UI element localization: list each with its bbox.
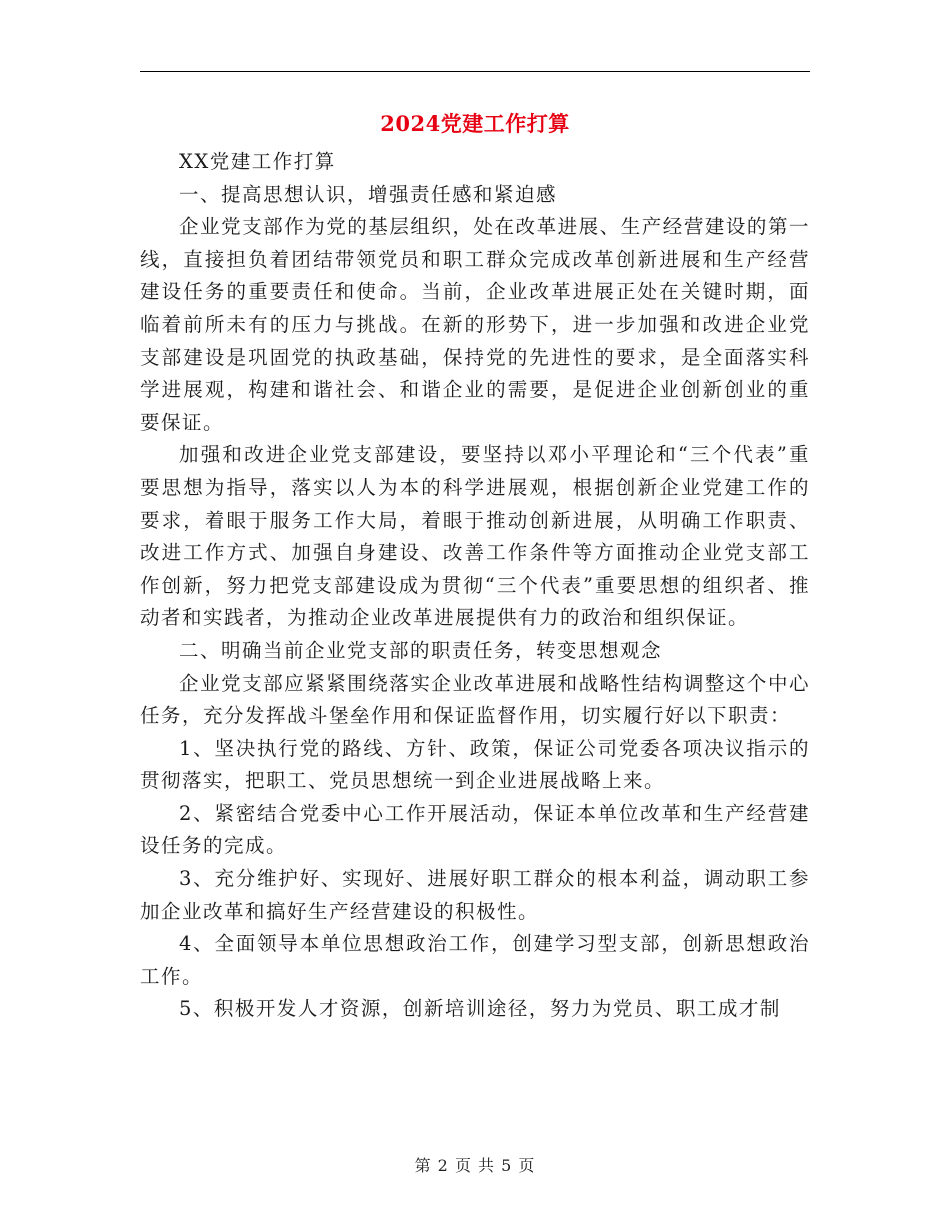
list-item: 1、坚决执行党的路线、方针、政策，保证公司党委各项决议指示的贯彻落实，把职工、党员思想统一到企业进展战略上来。	[140, 736, 810, 793]
subtitle: XX党建工作打算	[179, 150, 336, 173]
header-rule	[140, 71, 810, 72]
document-title: 2024党建工作打算	[380, 111, 570, 136]
list-item: 5、积极开发人才资源，创新培训途径，努力为党员、职工成才制	[179, 997, 781, 1021]
page-number: 第 2 页 共 5 页	[414, 1156, 536, 1175]
list-item: 3、充分维护好、实现好、进展好职工群众的根本利益，调动职工参加企业改革和搞好生产经营建设的积极性。	[140, 867, 810, 923]
section-heading-2: 二、明确当前企业党支部的职责任务，转变思想观念	[179, 638, 663, 662]
section-heading-1: 一、提高思想认识，增强责任感和紧迫感	[179, 182, 558, 206]
list-item: 4、全面领导本单位思想政治工作，创建学习型支部，创新思想政治工作。	[140, 932, 810, 988]
page-footer	[0, 1153, 950, 1176]
body-paragraph: 加强和改进企业党支部建设，要坚持以邓小平理论和“三个代表”重要思想为指导，落实以人为本的科学进展观，根据创新企业党建工作的要求，着眼于服务工作大局，着眼于推动创新进展，从明确工作职责、改进工作方式、加强自身建设、改善工作条件等方面推动企业党支部工作创新，努力把党支部建设成为贯彻“三个代表”重要思想的组织者、推动者和实践者，为推动企业改革进展提供有力的政治和组织保证。	[140, 443, 810, 630]
list-item: 2、紧密结合党委中心工作开展活动，保证本单位改革和生产经营建设任务的完成。	[140, 801, 810, 858]
body-paragraph: 企业党支部应紧紧围绕落实企业改革进展和战略性结构调整这个中心任务，充分发挥战斗堡垒作用和保证监督作用，切实履行好以下职责：	[140, 671, 810, 728]
body-paragraph: 企业党支部作为党的基层组织，处在改革进展、生产经营建设的第一线，直接担负着团结带领党员和职工群众完成改革创新进展和生产经营建设任务的重要责任和使命。当前，企业改革进展正处在关键时期，面临着前所未有的压力与挑战。在新的形势下，进一步加强和改进企业党支部建设是巩固党的执政基础，保持党的先进性的要求，是全面落实科学进展观，构建和谐社会、和谐企业的需要，是促进企业创新创业的重要保证。	[140, 215, 810, 434]
document-body	[140, 146, 810, 1026]
